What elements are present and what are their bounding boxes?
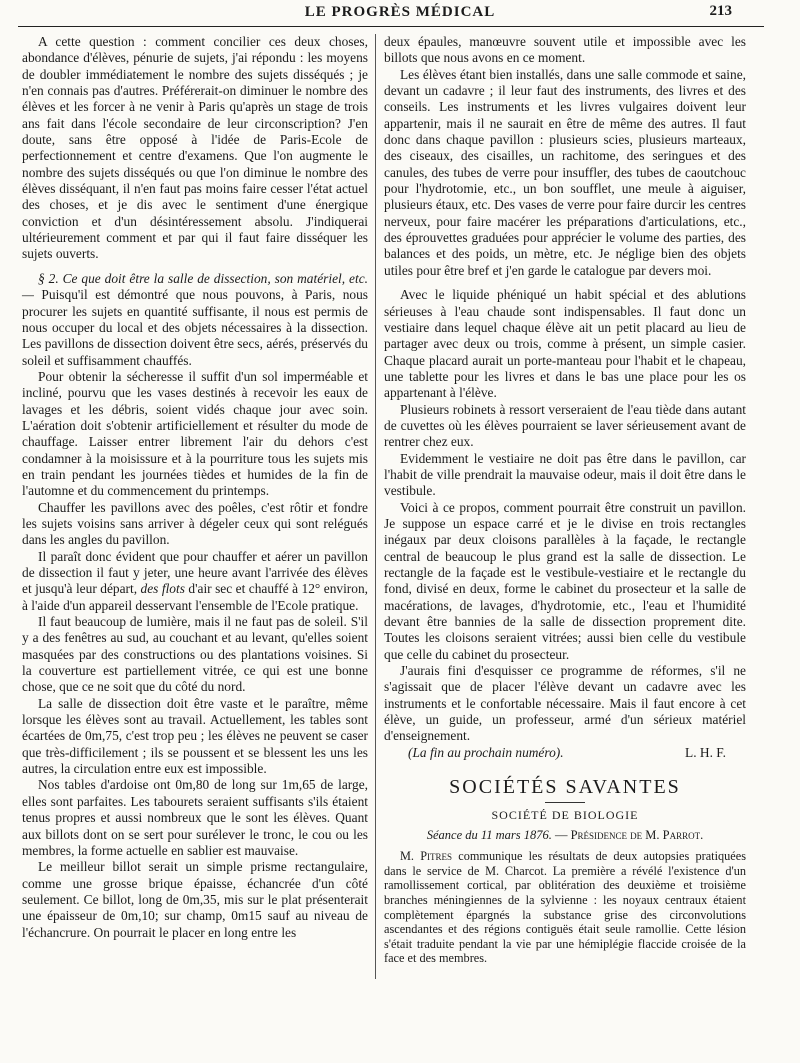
running-title: LE PROGRÈS MÉDICAL [304,4,496,20]
italic-text: des flots [140,581,185,597]
left-column [22,34,368,941]
paragraph-text: Il paraît donc évident que pour chauffer et aérer un pavillon de dissection il faut y jeter, une heure avant l'arrivée des élèves et jusqu'à leur départ, [22,548,368,597]
paragraph: Le meilleur billot serait un simple prisme rectangulaire, comme une grosse brique épaisse, échancrée d'un côté seulement. Ce billot, long de 0m,35, mis sur le plat présenterait une épaisseur de 0m,10; sur champ, 0m15 sauf au niveau de l'échancrure. On pourrait le placer en long entre les [22,859,368,940]
session-line [384,827,746,843]
paragraph: Il faut beaucoup de lumière, mais il ne faut pas de soleil. S'il y a des fenêtres au sud, au couchant et au levant, qu'elles soient masquées par des constructions ou des plantations voisines. Si la couverture est partiellement vitrée, ce qui est une bonne chose, que ce ne soit que du côté du nord. [22,614,368,695]
session-president: — Présidence de M. Parrot. [551,828,704,843]
signature-line [384,745,746,761]
section-text: Puisqu'il est démontré que nous pouvons, à Paris, nous procurer les sujets en quantité suffisante, il nous est permis de nous occuper du local et des objets nécessaires à la dissection. Les pavillons de dissection doivent être secs, aérés, préservés du soleil et suffisamment chauffés. [22,287,368,368]
section-title: SOCIÉTÉS SAVANTES [449,776,681,799]
paragraph: Nos tables d'ardoise ont 0m,80 de long sur 1m,65 de large, elles sont parfaites. Les tabourets seraient suffisants s'ils étaient tenus propres et aussi nombreux que le sont les élèves. Quant aux billots dont on se sert pour surélever le tronc, le cou ou les membres, la forme actuelle en sablier est mauvaise. [22,777,368,858]
session-date: Séance du 11 mars 1876. [426,828,552,843]
session-report [384,849,746,966]
paragraph [22,549,368,614]
author-initials: L. H. F. [685,744,726,760]
paragraph: Plusieurs robinets à ressort verseraient de l'eau tiède dans autant de cuvettes où les élèves pourraient se laver sérieusement avant de rentrer chez eux. [384,401,746,450]
section-paragraph [22,271,368,369]
paragraph: Les élèves étant bien installés, dans une salle commode et saine, devant un cadavre ; il leur faut des instruments, des livres et des conseils. Les instruments et les livres vulgaires doivent leur appartenir, mais il ne saurait en être de même des autres. Il faut donc dans chaque pavillon : plusieurs scies, plusieurs marteaux, des ciseaux, des cisailles, un rachitome, des seringues et des canules, des tubes de verre pour insuffler, des tubes de caoutchouc pour l'hydrotomie, etc., un bon soufflet, une meule à aiguiser, plusieurs étaux, etc. Des vases de verre pour faire durcir les centres nerveux, pour faire macérer les préparations d'articulations, etc., des éprouvettes graduées pour apprécier le volume des parties, des balances et des poids, un mètre, etc. Je néglige bien des objets utiles pour être bref et j'en garde le catalogue par devers moi. [384,66,746,278]
paragraph: Chauffer les pavillons avec des poêles, c'est rôtir et fondre les sujets voisins sans arriver à dégeler ceux qui sont relégués dans les angles du pavillon. [22,499,368,548]
header-rule [18,26,764,27]
paragraph: Evidemment le vestiaire ne doit pas être dans le pavillon, car l'habit de ville prendrait la mauvaise odeur, mais il doit être dans le vestibule. [384,450,746,499]
report-text: communique les résultats de deux autopsies pratiquées dans le service de M. Charcot. La première a révélé l'existence d'un ramollissement cortical, par oblitération des deuxième et troisième branches méningiennes de la sylvienne : les noyaux centraux étaient complètement épargnés la substance grise des circonvolutions ascendantes et des régions contiguës était seule ramollie. Cette lésion s'était traduite pendant la vie par une hémiplégie flaccide croisée de la face et des membres. [384,849,747,966]
paragraph: Voici à ce propos, comment pourrait être construit un pavillon. Je suppose un espace carré et je le divise en trois rectangles inégaux par deux cloisons parallèles à la façade, le rectangle central de beaucoup le plus grand est la salle de dissection. Le rectangle de la façade est le vestibule-vestiaire et le rectangle du fond, divisé en deux, forme le cabinet du prosecteur et la salle de macérations, de lavages, d'hydrotomie, etc., l'eau et l'humidité devant être bannies de la salle de dissection proprement dite. Toutes les cloisons seraient vitrées; aussi bien celle du vestibule que celle du cabinet du prosecteur. [384,499,746,662]
paragraph: J'aurais fini d'esquisser ce programme de réformes, s'il ne s'agissait que de placer l'élève devant un cadavre avec les instruments et le confortable nécessaire. Mais il faut encore à cet élève, un guide, un professeur, armé d'un sérieux matériel d'enseignement. [384,663,746,744]
paragraph: deux épaules, manœuvre souvent utile et impossible avec les billots que nous avons en ce moment. [384,34,746,66]
right-column [384,34,746,966]
paragraph: A cette question : comment concilier ces deux choses, abondance d'élèves, pénurie de sujets, j'ai répondu : les moyens de doubler immédiatement le nombre des sujets disséqués ; je n'en connais pas d'autres. Préférerait-on diminuer le nombre des élèves et les forcer à ne venir à Paris qu'après un stage de trois ans fait dans l'école secondaire de leur circonscription? J'en doute, sans être opposé à l'idée de Paris-Ecole de perfectionnement et centre d'examens. Que l'on augmente le nombre des sujets disséqués ou que l'on diminue le nombre des élèves disséquant, il n'en faut pas moins faire cesser l'état actuel des choses, et je dis avec le sentiment d'une énergique conviction et d'un désintéressement absolu. J'indiquerai ultérieurement comment et par qui il faut faire disséquer les sujets ouverts. [22,34,368,262]
society-name: SOCIÉTÉ DE BIOLOGIE [491,808,639,823]
title-rule [545,802,585,803]
report-author: M. Pitres [400,849,453,864]
page-number: 213 [709,3,732,19]
section-heading: § 2. Ce que doit être la salle de dissection, son matériel, etc. — [22,270,368,303]
paragraph-text: d'air sec et chauffé à 12° environ, à l'aide d'un appareil desservant l'ensemble de l'Ecole pratique. [22,581,369,613]
paragraph: La salle de dissection doit être vaste et le paraître, même lorsque les élèves sont au travail. Actuellement, les tables sont écartées de 0m,75, c'est trop peu ; les élèves ne peuvent se caser que très-difficilement ; ils se poussent et se blessent les uns les autres, la circulation entre eux est impossible. [22,695,368,777]
paragraph: Avec le liquide phéniqué un habit spécial et des ablutions sérieuses à l'eau chaude sont indispensables. Il faut donc un vestiaire dans lequel chaque élève ait un petit placard au lieu de partager avec deux ou trois, comme à présent, un simple casier. Chaque placard aurait un porte-manteau pour l'habit et le chapeau, une tablette pour les livres et dans le bas une place pour les os appartenant à l'élève. [384,287,746,401]
paragraph: Pour obtenir la sécheresse il suffit d'un sol imperméable et incliné, pourvu que les vases destinés à recevoir les eaux de lavages et les débris, soient vidés chaque jour avec soin. L'aération doit s'obtenir artificiellement et résulter du mode de chauffage. Laisser entrer librement l'air du dehors c'est condamner à la moisissure et à la pourriture tous les sujets mis en train pendant les journées tièdes et humides de la fin de l'automne et du commencement du printemps. [22,368,368,499]
column-divider [375,34,376,979]
continuation-note: (La fin au prochain numéro). [408,744,564,760]
